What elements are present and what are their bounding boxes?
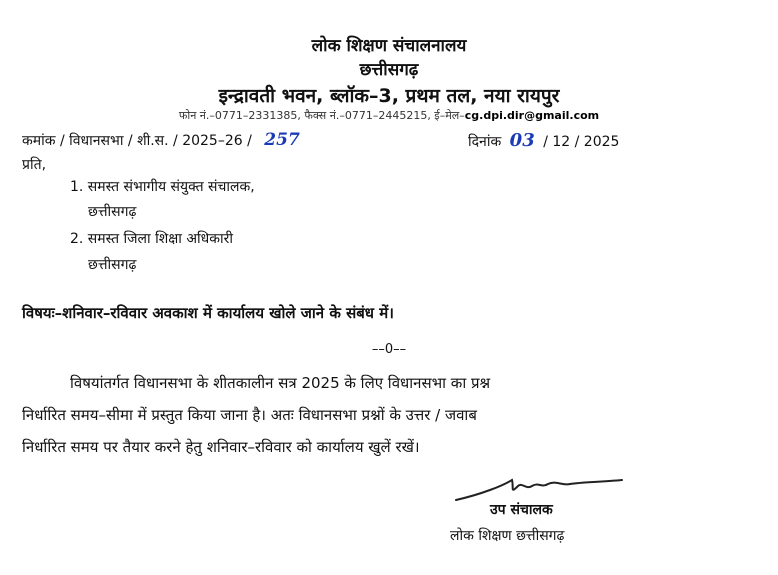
date-rest: / 12 / 2025: [543, 134, 620, 150]
signatory-office: लोक शिक्षण छत्तीसगढ़: [450, 528, 565, 544]
recipient-1-line2: छत्तीसगढ़: [88, 204, 137, 220]
subject-line: विषयः–शनिवार–रविवार अवकाश में कार्यालय खोले जाने के संबंध में।: [22, 304, 394, 322]
body-line-1: विषयांतर्गत विधानसभा के शीतकालीन सत्र 2025 के लिए विधानसभा का प्रश्न: [70, 374, 491, 392]
separator: ––0––: [371, 342, 407, 357]
recipient-1-line1: 1. समस्त संभागीय संयुक्त संचालक,: [70, 179, 255, 195]
date-label: दिनांक: [468, 134, 502, 150]
office-name: लोक शिक्षण संचालनालय: [311, 36, 467, 56]
recipient-2-line2: छत्तीसगढ़: [88, 257, 137, 273]
body-line-3: निर्धारित समय पर तैयार करने हेतु शनिवार–रविवार को कार्यालय खुलें रखें।: [22, 438, 420, 456]
contact-email: cg.dpi.dir@gmail.com: [464, 109, 600, 122]
body-line-2: निर्धारित समय–सीमा में प्रस्तुत किया जाना है। अतः विधानसभा प्रश्नों के उत्तर / जवाब: [22, 406, 477, 424]
reference-number: [22, 130, 300, 150]
letter-date: [468, 130, 619, 151]
signatory-title: उप संचालक: [490, 502, 553, 518]
contact-line: [0, 108, 778, 123]
reference-prefix: कमांक / विधानसभा / शी.स. / 2025–26 /: [22, 133, 252, 149]
recipient-2-line1: 2. समस्त जिला शिक्षा अधिकारी: [70, 231, 234, 247]
recipients-label: प्रति,: [22, 157, 47, 173]
date-handwritten-day: 03: [509, 130, 535, 151]
reference-handwritten-number: 257: [264, 130, 300, 150]
contact-phone: फोन नं.–0771–2331385, फैक्स नं.–0771–2445215, ई–मेल–: [178, 109, 465, 122]
office-address: इन्द्रावती भवन, ब्लॉक–3, प्रथम तल, नया रायपुर: [218, 85, 560, 107]
state-name: छत्तीसगढ़: [359, 60, 419, 80]
